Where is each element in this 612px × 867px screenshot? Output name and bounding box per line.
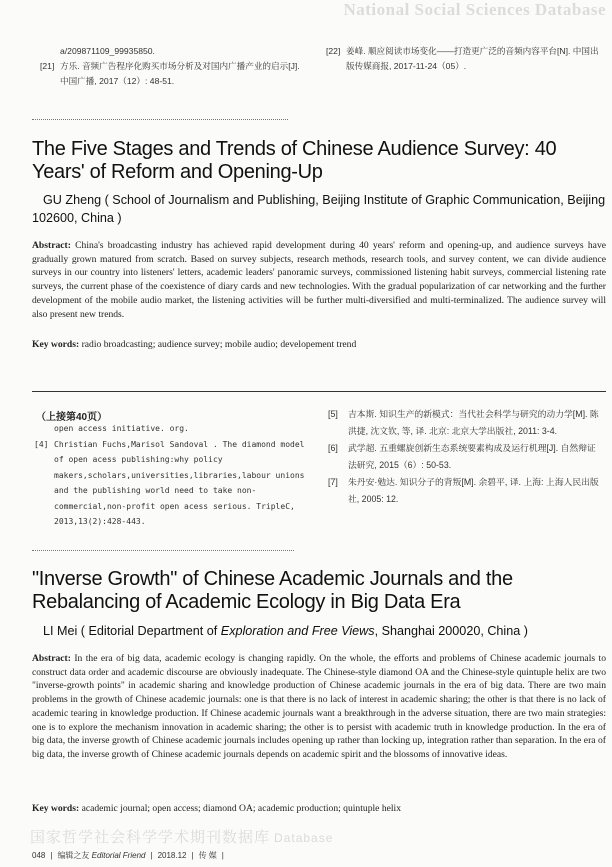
reference-item <box>328 406 604 440</box>
reference-item <box>328 440 604 474</box>
watermark-english: Database <box>274 831 334 845</box>
article-abstract <box>32 652 606 762</box>
article-author <box>32 622 608 640</box>
author-affiliation-end: , Shanghai 200020, China ) <box>374 624 528 638</box>
reference-list-right-top <box>326 44 602 74</box>
reference-text: 武学超. 五重螺旋创新生态系统要素构成及运行机理[J]. 自然辩证法研究, 2015（6）: 50-53. <box>348 443 596 470</box>
reference-list-right-middle <box>328 406 604 508</box>
abstract-label: Abstract: <box>32 653 71 664</box>
watermark-chinese: 国家哲学社会科学学术期刊数据库 <box>30 829 271 846</box>
abstract-text: China's broadcasting industry has achieved rapid development during 40 years' reform and opening-up, and audience surveys have gradually grown matured from scratch. Based on survey subjects, research methods, research tools, and survey content, we can divide audience surveys in our country into listeners' letters, academic leaders' panoramic surveys, commissioned listening habit surveys, commercial listening rate surveys, the current phase of the coexistence of diary cards and new technologies. With the gradual popularization of car networking and the further development of the mobile audio market, the listening activities will be further multi-diversified and multi-terminalized. The audience survey will also present new trends. <box>32 240 606 320</box>
dotted-divider <box>32 550 294 551</box>
article-keywords <box>32 802 606 815</box>
reference-number: [7] <box>328 477 338 487</box>
reference-list-left-top <box>40 44 310 89</box>
reference-number: [5] <box>328 409 338 419</box>
reference-number: [21] <box>40 61 55 71</box>
reference-number: [6] <box>328 443 338 453</box>
database-watermark-bottom <box>30 826 333 847</box>
author-affiliation-start: LI Mei ( Editorial Department of <box>43 624 221 638</box>
reference-text: Christian Fuchs,Marisol Sandoval . The diamond model of open acess publishing:why policy makers,scholars,universities,libraries,labour unions and the publishing world need to take non-commercial,non-profit open acess serious. TripleC, 2013,13(2):428-443. <box>54 439 305 526</box>
reference-item <box>328 474 604 508</box>
journal-name-cn: 编辑之友 <box>57 851 90 860</box>
section-rule <box>32 391 606 392</box>
keywords-label: Key words: <box>32 339 80 350</box>
article-author: GU Zheng ( School of Journalism and Publishing, Beijing Institute of Graphic Communication, Beijing 102600, China ) <box>32 193 606 225</box>
reference-number: [4] <box>34 439 49 449</box>
issue-date: 2018.12 <box>157 851 187 860</box>
page-number: 048 <box>32 851 46 860</box>
article-title: "Inverse Growth" of Chinese Academic Journals and the Rebalancing of Academic Ecology in Big Data Era <box>32 568 513 613</box>
reference-text: 吉本斯. 知识生产的新模式：当代社会科学与研究的动力学[M]. 陈洪捷, 沈文钦, 等, 译. 北京: 北京大学出版社, 2011: 3-4. <box>348 409 599 436</box>
reference-item <box>326 44 602 74</box>
reference-text: 朱丹安·勉达. 知识分子的背叛[M]. 余碧平, 译. 上海: 上海人民出版社, 2005: 12. <box>348 477 599 504</box>
abstract-label: Abstract: <box>32 240 71 251</box>
database-watermark: National Social Sciences Database <box>343 0 606 19</box>
continued-from-label: （上接第40页） <box>36 412 108 423</box>
reference-text: 方乐. 音频广告程序化购买市场分析及对国内广播产业的启示[J]. 中国广播, 2017（12）: 48-51. <box>60 61 300 86</box>
reference-item <box>34 437 314 530</box>
keywords-label: Key words: <box>32 803 80 814</box>
article-abstract <box>32 239 606 321</box>
reference-item <box>40 59 310 89</box>
abstract-text: In the era of big data, academic ecology is changing rapidly. On the whole, the efforts and problems of Chinese academic journals to construct data order and academic discourse are obviously inadequate. The Chinese-style diamond OA and the Chinese-style quintuple helix are two "inverse-growth points" in academic sharing and knowledge production of Chinese academic journals in the era of big data. There are two main problems in the growth of Chinese academic journals: one is that there is no lack of interest in academic sharing; the other is that there is no lack of academic tearing in knowledge production. If Chinese academic journals want a breakthrough in the adverse situation, there are two main strategies: one is to explore the mechanism innovation in academic sharing; the other is to persist with academic truth in knowledge production. In the era of big data, the inverse growth of Chinese academic journals includes opening up rather than locking up, integration rather than separation. In the era of big data, the inverse growth of Chinese academic journals depends on academic spirit and the blossoms of innovative ideas. <box>32 653 606 760</box>
reference-text: 姜峰. 顺应阅读市场变化——打造更广泛的音频内容平台[N]. 中国出版传媒商报, 2017-11-24（05）. <box>346 46 599 71</box>
reference-list-left-middle <box>34 421 314 530</box>
article-title: The Five Stages and Trends of Chinese Audience Survey: 40 Years' of Reform and Opening-Up <box>32 138 557 183</box>
dotted-divider <box>32 119 288 120</box>
reference-continuation: open access initiative. org. <box>54 424 189 433</box>
keywords-text: academic journal; open access; diamond OA; academic production; quintuple helix <box>81 803 401 814</box>
section-name: 传 媒 <box>198 851 217 860</box>
journal-name: Exploration and Free Views <box>220 624 375 638</box>
reference-continuation: a/209871109_99935850. <box>60 46 155 56</box>
page-footer: 048 | 编辑之友 Editorial Friend | 2018.12 | 传 媒 | <box>32 851 224 860</box>
article-keywords <box>32 338 606 351</box>
reference-number: [22] <box>326 46 341 56</box>
keywords-text: radio broadcasting; audience survey; mobile audio; developement trend <box>81 339 357 350</box>
journal-name-en: Editorial Friend <box>91 851 146 860</box>
